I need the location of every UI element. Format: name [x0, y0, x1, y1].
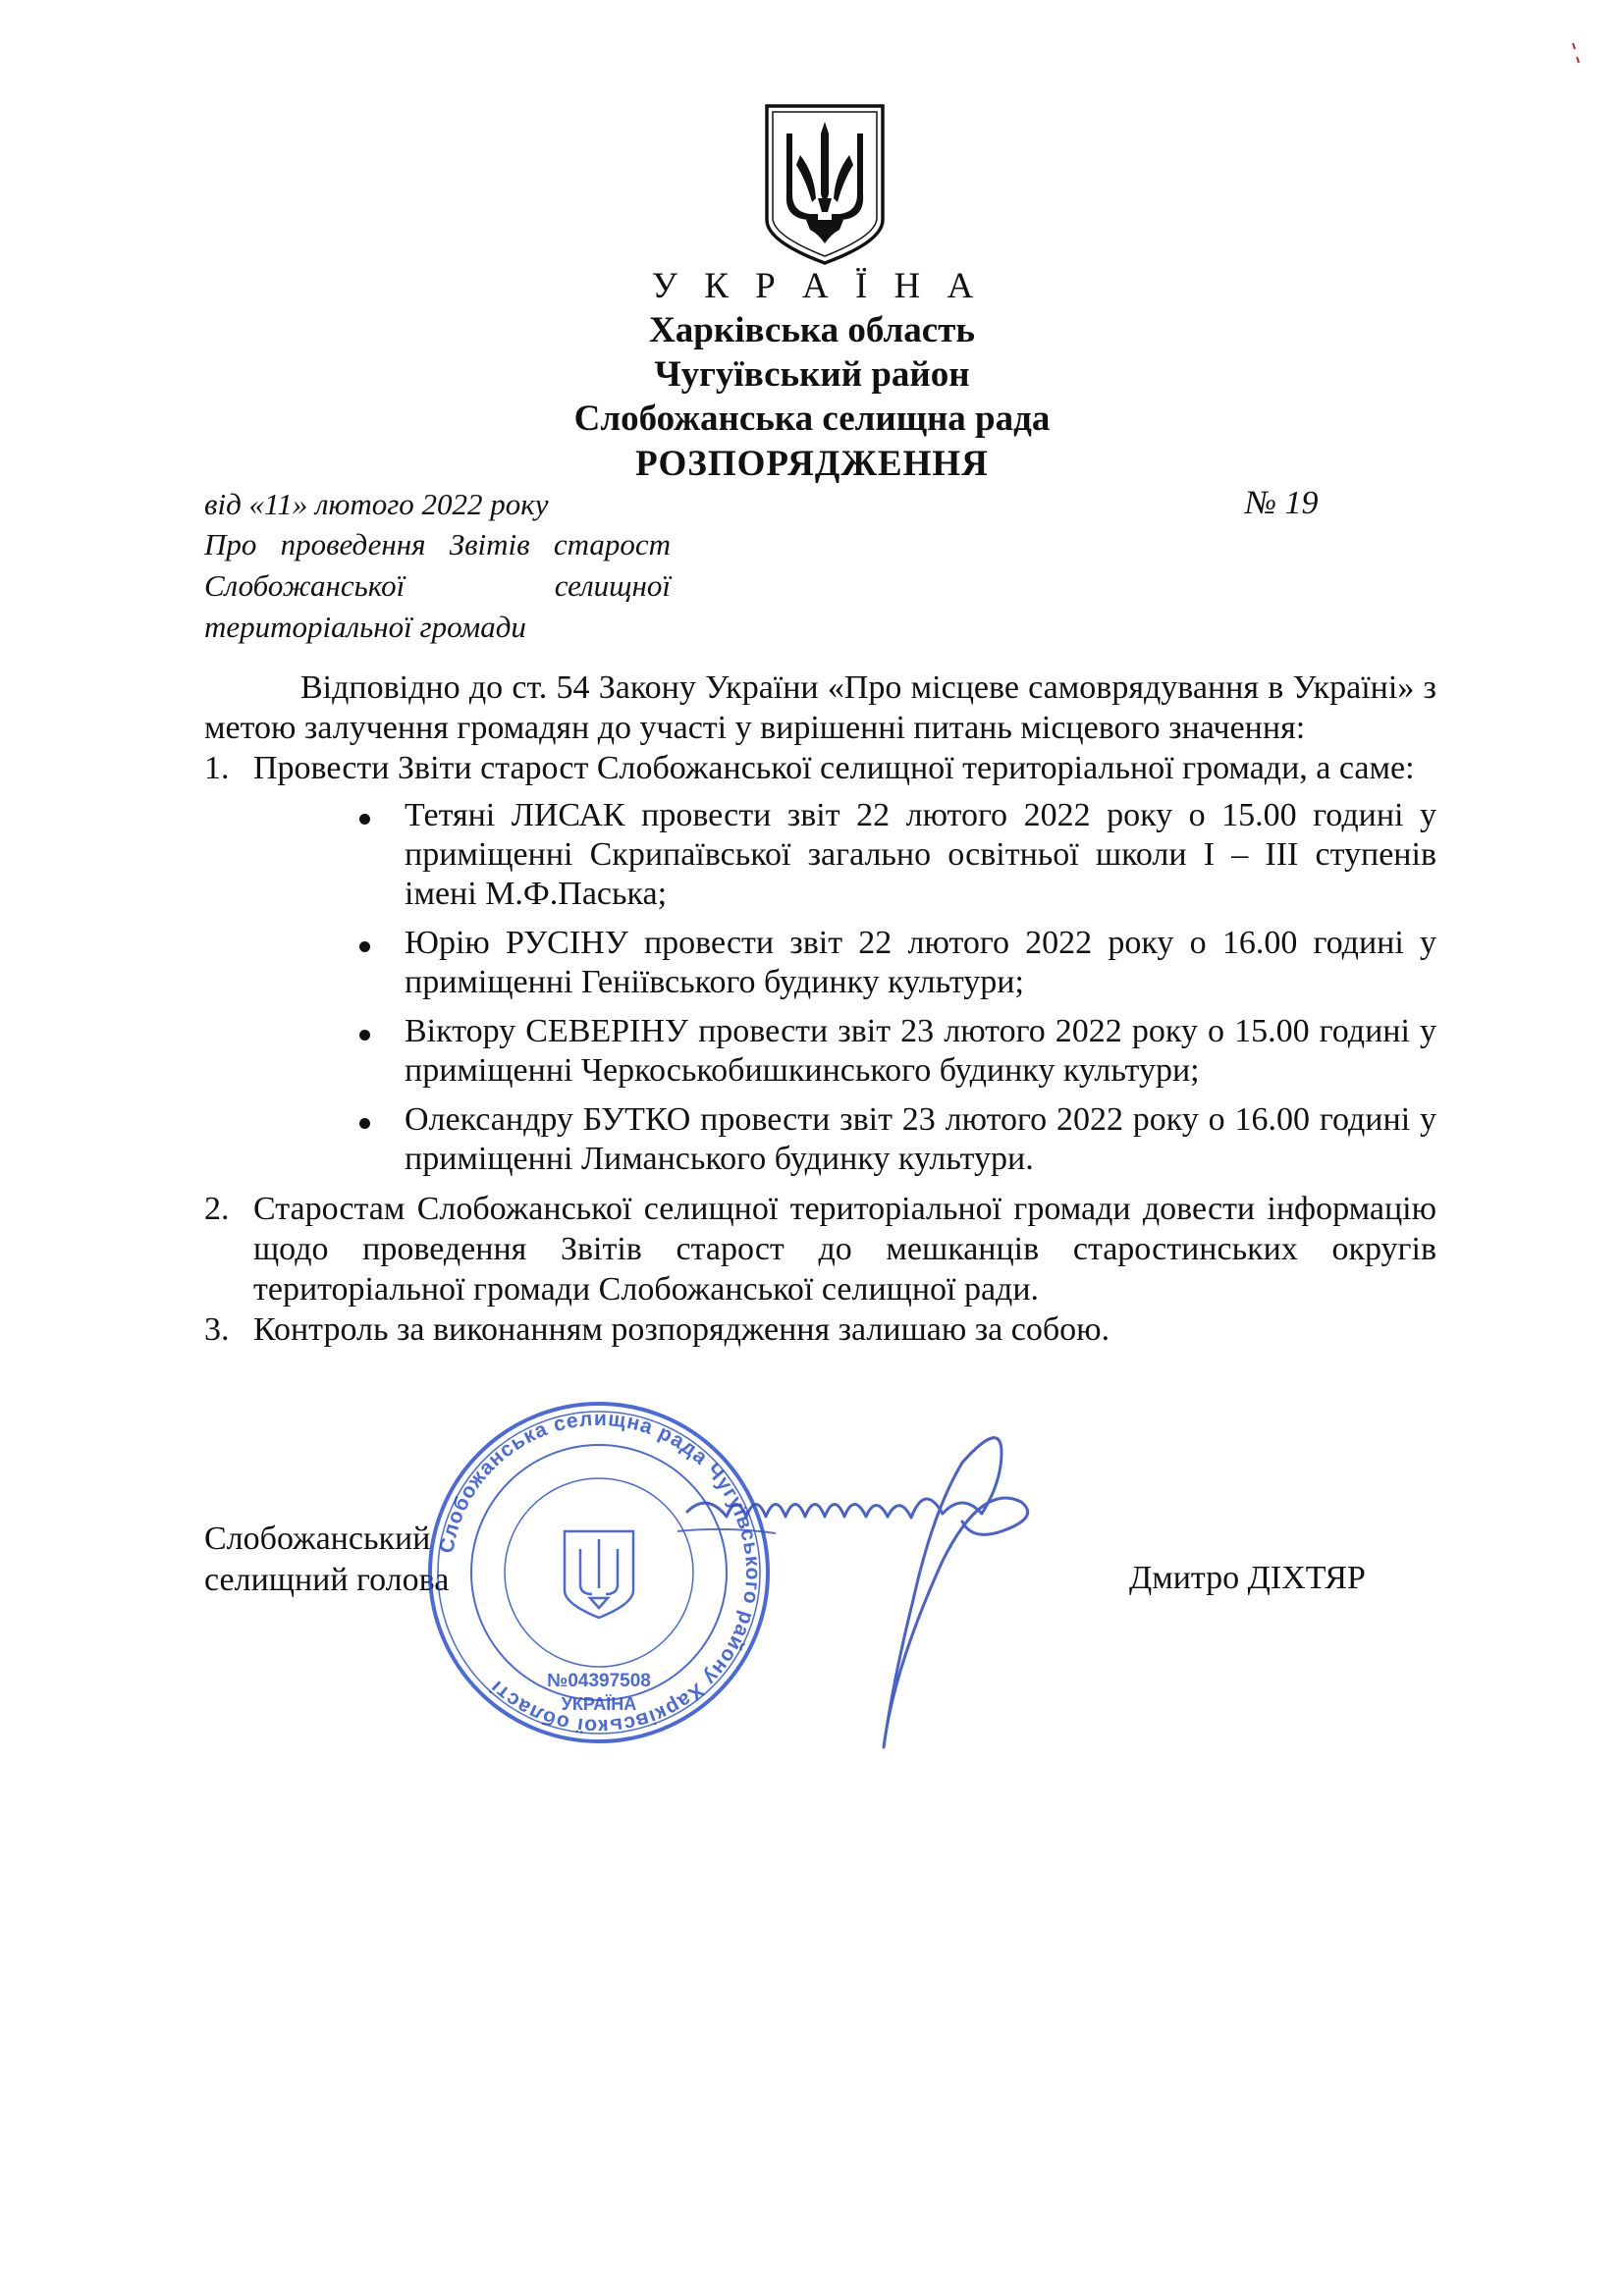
document-type: РОЗПОРЯДЖЕННЯ — [635, 444, 989, 484]
bullet-item — [253, 924, 1436, 1002]
trident-emblem-icon — [763, 104, 887, 266]
list-item-text: Провести Звіти старост Слобожанської селищної територіальної громади, а саме: — [253, 750, 1415, 786]
handwritten-signature — [648, 1423, 1139, 1796]
document-header — [0, 265, 1624, 488]
subject-line: Про проведення Звітів старост — [204, 527, 671, 561]
bullet-item-text: Олександру БУТКО провести звіт 23 лютого 2022 року о 16.00 годині у приміщенні Лиманського будинку культури. — [405, 1101, 1436, 1177]
signatory-title-line: селищний голова — [204, 1562, 450, 1598]
list-item-number: 3. — [204, 1311, 230, 1348]
seal-outer-text: Слобожанська селищна рада Чугуївського району Харківської області — [435, 1407, 765, 1738]
document-subject — [204, 524, 671, 648]
country-name: У К Р А Ї Н А — [651, 266, 983, 306]
list-item-text: Старостам Слобожанської селищної територіальної громади довести інформацію щодо проведення Звітів старост до мешканців старостинських округів територіальної громади Слобожанської селищної ради. — [253, 1191, 1436, 1308]
list-item — [204, 748, 1436, 1179]
region-name: Харківська область — [649, 310, 975, 350]
list-item-number: 2. — [204, 1191, 230, 1227]
seal-code: №04397508 — [547, 1671, 651, 1691]
document-number: № 19 — [1245, 485, 1319, 521]
bullet-item — [253, 796, 1436, 914]
seal-country: УКРАЇНА — [561, 1694, 637, 1714]
bullet-icon — [359, 1030, 370, 1041]
bullet-item-text: Віктору СЕВЕРІНУ провести звіт 23 лютого 2022 року о 15.00 годині у приміщенні Черкоськобишкинського будинку культури; — [405, 1013, 1436, 1089]
bullet-icon — [359, 941, 370, 952]
council-name: Слобожанська селищна рада — [573, 399, 1051, 439]
document-date: від «11» лютого 2022 року — [204, 487, 549, 521]
ordered-list — [204, 748, 1436, 1350]
subject-line: територіальної громади — [204, 610, 526, 644]
bullet-list — [253, 796, 1436, 1179]
intro-paragraph: Відповідно до ст. 54 Закону України «Про місцеве самоврядування в Україні» з метою залучення громадян до участі у вирішенні питань місцевого значення: — [204, 669, 1436, 746]
signatory-title-line: Слобожанський — [204, 1521, 431, 1557]
district-name: Чугуївський район — [654, 354, 970, 395]
signatory-name: Дмитро ДІХТЯР — [1129, 1560, 1366, 1596]
list-item-number: 1. — [204, 750, 230, 786]
bullet-icon — [359, 1118, 370, 1129]
bullet-icon — [359, 814, 370, 825]
list-item — [204, 1309, 1436, 1350]
bullet-item — [253, 1100, 1436, 1179]
bullet-item-text: Тетяні ЛИСАК провести звіт 22 лютого 2022 року о 15.00 годині у приміщенні Скрипаївської загально освітньої школи І – ІІІ ступенів імені М.Ф.Паська; — [405, 797, 1436, 912]
bullet-item-text: Юрію РУСІНУ провести звіт 22 лютого 2022 року о 16.00 годині у приміщенні Геніївського будинку культури; — [405, 925, 1436, 1000]
list-item-text: Контроль за виконанням розпорядження залишаю за собою. — [253, 1311, 1110, 1348]
list-item — [204, 1189, 1436, 1309]
subject-line: Слобожанської селищної — [204, 568, 671, 603]
signatory-title — [204, 1519, 449, 1601]
corner-mark-icon — [1567, 39, 1587, 69]
document-body — [204, 667, 1436, 1350]
bullet-item — [253, 1012, 1436, 1091]
